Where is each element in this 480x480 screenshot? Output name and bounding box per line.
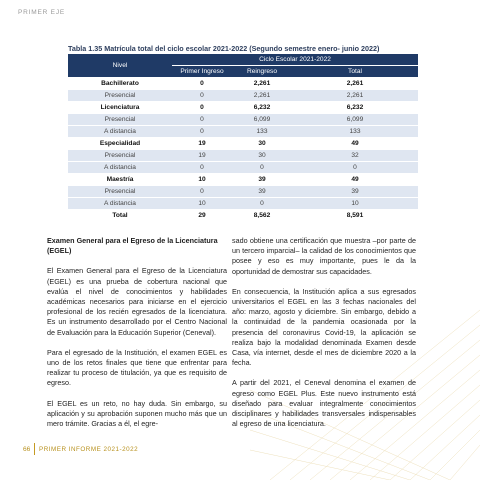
cell-value: 0: [172, 126, 232, 138]
cell-value: 0: [232, 198, 292, 210]
cell-value: 133: [292, 126, 418, 138]
table-row: [68, 138, 418, 150]
paragraph: El EGEL es un reto, no hay duda. Sin embargo, su aplicación y su aprobación suponen mucho más que un mero trámite. Gracias a él, el egre-: [47, 398, 227, 429]
enrollment-table: [68, 54, 418, 222]
cell-value: 2,261: [292, 90, 418, 102]
section-label: PRIMER EJE: [18, 9, 66, 16]
footer-divider: [34, 443, 35, 455]
cell-value: 19: [172, 150, 232, 162]
cell-value: 10: [172, 198, 232, 210]
cell-value: 49: [292, 138, 418, 150]
table-row: [68, 126, 418, 138]
cell-value: 0: [232, 162, 292, 174]
header-cycle: Ciclo Escolar 2021-2022: [172, 54, 418, 66]
table-row: [68, 114, 418, 126]
row-label: Total: [68, 210, 172, 222]
header-reingreso: Reingreso: [232, 66, 292, 78]
cell-value: 6,099: [232, 114, 292, 126]
table-row: [68, 102, 418, 114]
paragraph: A partir del 2021, el Ceneval denomina el examen de egreso como EGEL Plus. Este nuevo instrumento está diseñado para evaluar integralmente conocimientos disciplinares y habilidades transversales indispensables al egreso de una licenciatura.: [232, 378, 416, 429]
paragraph: Para el egresado de la Institución, el examen EGEL es uno de los retos finales que tiene que enfrentar para realizar tu proceso de titulación, ya que es requisito de egreso.: [47, 347, 227, 388]
cell-value: 6,232: [292, 102, 418, 114]
cell-value: 2,261: [232, 90, 292, 102]
paragraph: sado obtiene una certificación que muestra –por parte de un tercero imparcial– la calidad de los conocimientos que posee y eso es muy importante, pues le da la oportunidad de demostrar sus capacidades.: [232, 236, 416, 276]
row-label: Presencial: [68, 114, 172, 126]
cell-value: 2,261: [292, 78, 418, 90]
cell-value: 19: [172, 138, 232, 150]
cell-value: 49: [292, 174, 418, 186]
footer-title: PRIMER INFORME 2021-2022: [39, 446, 139, 453]
row-label: Especialidad: [68, 138, 172, 150]
table-row: [68, 150, 418, 162]
cell-value: 0: [172, 78, 232, 90]
paragraph: En consecuencia, la Institución aplica a sus egresados universitarios el EGEL en las 3 fechas nacionales del año: marzo, agosto y diciembre. Sin embargo, debido a la continuidad de la pandemia ocasionada por la presencia del coronavirus Covid-19, la aplicación se realiza bajo la modalidad denominada Examen desde Casa, vía internet, desde el mes de diciembre 2020 a la fecha.: [232, 286, 416, 368]
table-body: [68, 78, 418, 222]
table-row: [68, 186, 418, 198]
cell-value: 8,591: [292, 210, 418, 222]
cell-value: 6,232: [232, 102, 292, 114]
table-row: [68, 162, 418, 174]
cell-value: 30: [232, 150, 292, 162]
section-heading: Examen General para el Egreso de la Licenciatura (EGEL): [47, 236, 218, 256]
row-label: Maestría: [68, 174, 172, 186]
cell-value: 133: [232, 126, 292, 138]
cell-value: 39: [232, 174, 292, 186]
cell-value: 6,099: [292, 114, 418, 126]
header-primer-ingreso: Primer Ingreso: [172, 66, 232, 78]
paragraph: El Examen General para el Egreso de la Licenciatura (EGEL) es una prueba de cobertura nacional que evalúa el nivel de conocimientos y habilidades académicas necesarios para iniciarse en el ejercicio profesional de los recién egresados de la licenciatura. Es un instrumento desarrollado por el Centro Nacional de Evaluación para la Educación Superior (Ceneval).: [47, 266, 227, 337]
row-label: Presencial: [68, 186, 172, 198]
table-row: [68, 174, 418, 186]
cell-value: 30: [232, 138, 292, 150]
cell-value: 39: [232, 186, 292, 198]
row-label: Presencial: [68, 150, 172, 162]
cell-value: 0: [292, 162, 418, 174]
row-label: Presencial: [68, 90, 172, 102]
cell-value: 0: [172, 186, 232, 198]
row-label: Licenciatura: [68, 102, 172, 114]
row-label: A distancia: [68, 198, 172, 210]
cell-value: 0: [172, 90, 232, 102]
cell-value: 10: [292, 198, 418, 210]
table-caption: Tabla 1.35 Matrícula total del ciclo escolar 2021-2022 (Segundo semestre enero- junio 2022): [68, 44, 380, 53]
header-nivel: Nivel: [68, 54, 172, 78]
table-row: [68, 210, 418, 222]
cell-value: 8,562: [232, 210, 292, 222]
cell-value: 0: [172, 102, 232, 114]
page-number: 66: [23, 446, 31, 453]
cell-value: 32: [292, 150, 418, 162]
row-label: Bachillerato: [68, 78, 172, 90]
row-label: A distancia: [68, 162, 172, 174]
cell-value: 29: [172, 210, 232, 222]
table-row: [68, 90, 418, 102]
table-row: [68, 78, 418, 90]
cell-value: 10: [172, 174, 232, 186]
cell-value: 39: [292, 186, 418, 198]
row-label: A distancia: [68, 126, 172, 138]
header-total: Total: [292, 66, 418, 78]
cell-value: 2,261: [232, 78, 292, 90]
cell-value: 0: [172, 114, 232, 126]
table-row: [68, 198, 418, 210]
cell-value: 0: [172, 162, 232, 174]
right-column: [232, 236, 416, 439]
left-column: [47, 236, 227, 439]
